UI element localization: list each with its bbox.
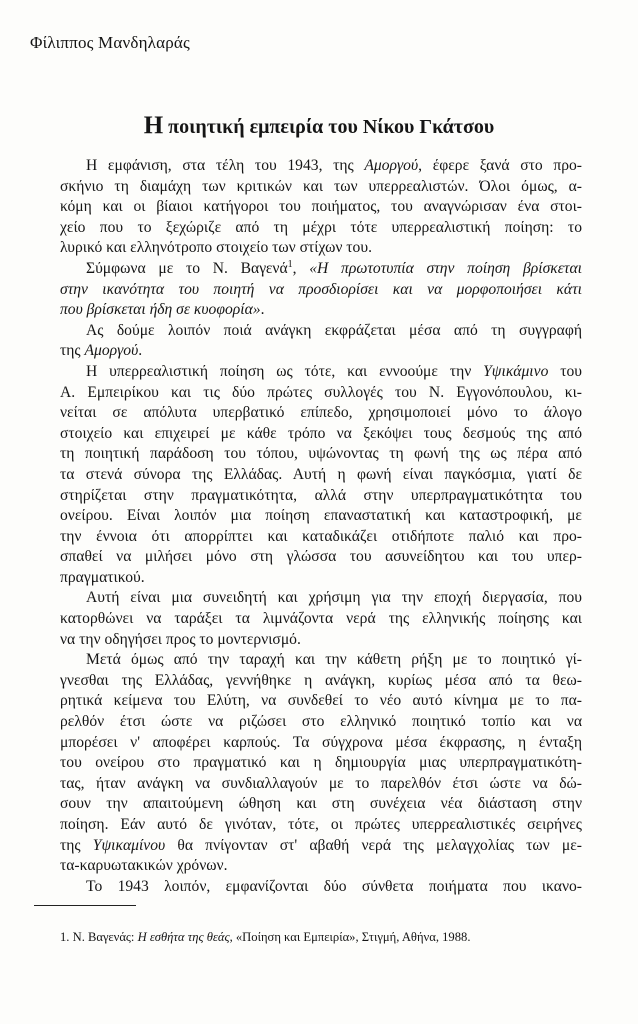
text-line [60, 547, 582, 568]
italic-text: στην ικανότητα του ποιητή να προσδιορίσει και να μορφοποιήσει κάτι [60, 280, 582, 298]
text-line [60, 671, 582, 692]
text-line [60, 588, 582, 609]
text-run: Η υπερρεαλιστική ποίηση ως τότε, και εννοούμε την [86, 362, 484, 380]
text-line [60, 444, 582, 465]
text-line [60, 383, 582, 404]
text-line [60, 156, 582, 177]
text-run: τα-καρυωτακικών χρόνων. [60, 857, 228, 875]
body-text [60, 156, 582, 897]
text-run: τας, ήταν ανάγκη να συνδιαλλαγούν με το παρελθόν έτσι ώστε να δώ- [60, 774, 582, 792]
text-run: . [260, 301, 265, 319]
text-run: σκήνιο τη διαμάχη των κριτικών και των υπερρεαλιστών. Όλοι όμως, α- [60, 177, 582, 195]
text-run: του [548, 362, 583, 380]
text-run: πραγματικού. [60, 568, 145, 586]
italic-text: «Η πρωτοτυπία στην ποίηση βρίσκεται [309, 259, 582, 277]
text-line [60, 650, 582, 671]
text-line [60, 424, 582, 445]
text-line [60, 774, 582, 795]
text-line [60, 733, 582, 754]
text-line [60, 527, 582, 548]
text-run: χείο που το ξεχώριζε από τη μέχρι τότε υπερρεαλιστική ποίηση: το [60, 218, 582, 236]
text-line [60, 691, 582, 712]
text-line [60, 403, 582, 424]
text-run: , [292, 259, 310, 277]
text-run: της [60, 836, 93, 854]
text-run: Το 1943 λοιπόν, εμφανίζονται δύο σύνθετα ποιήματα που ικανο- [86, 877, 582, 895]
text-line [60, 321, 582, 342]
text-line [60, 630, 582, 651]
text-line [60, 177, 582, 198]
text-line [60, 794, 582, 815]
text-run: , έφερε ξανά στο προ- [418, 157, 582, 174]
text-run: θα πνίγονταν στ' αβαθή νερά της μελαγχολίας των με- [165, 836, 582, 854]
text-line [60, 609, 582, 630]
text-line [60, 877, 582, 898]
text-run: να την οδηγήσει προς το μοντερνισμό. [60, 630, 301, 648]
text-run: νείται σε απόλυτα υπερβατικό επίπεδο, χρησιμοποιεί μόνο το άλογο [60, 404, 582, 422]
footnote [60, 930, 470, 945]
text-run: κατορθώνει να ταράξει τα λιμνάζοντα νερά της ελληνικής ποίησης και [60, 610, 582, 628]
text-run: τη ποιητική παράδοση του τόπου, υψώνοντας τη φωνή της ως πέρα από [60, 445, 582, 463]
text-run: γνεσθαι της Ελλάδας, γεννήθηκε η ανάγκη, κυρίως μέσα από τα θεω- [60, 671, 582, 689]
text-line [60, 506, 582, 527]
paragraph [60, 588, 582, 650]
footnote-separator [34, 905, 136, 906]
text-line [60, 362, 582, 383]
text-line [60, 341, 582, 362]
text-line [60, 280, 582, 301]
text-line [60, 465, 582, 486]
text-run: Αυτή είναι μια συνειδητή και χρήσιμη για την εποχή διεργασία, που [86, 589, 582, 607]
footnote-author: Ν. Βαγενάς: [72, 930, 135, 944]
paragraph [60, 362, 582, 589]
text-line [60, 753, 582, 774]
text-line [60, 218, 582, 239]
text-run: στηρίζεται στην πραγματικότητα, αλλά στην υπερπραγματικότητα του [60, 486, 582, 504]
footnote-number: 1. [60, 930, 70, 944]
text-run: Α. Εμπειρίκου και τις δύο πρώτες συλλογές του Ν. Εγγονόπουλου, κι- [60, 383, 582, 401]
footnote-details: , «Ποίηση και Εμπειρία», Στιγμή, Αθήνα, 1988. [229, 930, 471, 944]
text-run: ρελθόν έτσι ώστε να ριζώσει στο ελληνικό ποιητικό τοπίο και να [60, 713, 582, 731]
text-run: ονείρου. Είναι λοιπόν μια ποίηση επαναστατική και καταστροφική, με [60, 507, 582, 525]
text-line [60, 815, 582, 836]
italic-text: Υψικαμίνου [92, 836, 166, 854]
paragraph [60, 156, 582, 259]
text-run: . [138, 342, 143, 360]
text-run: σουν την απαιτούμενη ώθηση και στη συνέχεια νέα διάσταση στην [60, 795, 582, 813]
paragraph [60, 650, 582, 877]
text-run: Μετά όμως από την ταραχή και την κάθετη ρήξη με το ποιητικό γί- [86, 651, 582, 669]
text-run: τα στενά σύνορα της Ελλάδας. Αυτή η φωνή είναι παγκόσμια, γιατί δε [60, 465, 582, 483]
footnote-ref: 1 [287, 258, 293, 270]
text-line [60, 486, 582, 507]
text-run: κόμη και οι βίαιοι κατήγοροι του ποιήματος, του αναγνώρισαν ένα στοι- [60, 198, 582, 216]
italic-text: Αμοργού [364, 157, 419, 174]
text-run: λυρικό και ελληνότροπο στοιχείο των στίχων του. [60, 239, 372, 257]
text-line [60, 836, 582, 857]
text-line [60, 300, 582, 321]
text-line [60, 712, 582, 733]
text-run: σπαθεί να μιλήσει μόνο στη γλώσσα του ασυνείδητου και του υπερ- [60, 548, 582, 566]
title-text: ποιητική εμπειρία του Νίκου Γκάτσου [163, 116, 495, 138]
text-line [60, 238, 582, 259]
footnote-work: Η εσθήτα της θεάς [137, 930, 230, 944]
italic-text: που βρίσκεται ήδη σε κυοφορία» [60, 301, 261, 319]
paragraph [60, 877, 582, 898]
title-initial: Η [143, 112, 164, 139]
text-line [60, 259, 582, 280]
text-run: την έννοια ότι απορρίπτει και καταδικάζει οτιδήποτε παλιό και προ- [60, 527, 582, 545]
paragraph [60, 259, 582, 321]
article-title [0, 112, 638, 140]
text-run: ποίηση. Εάν αυτό δε γινόταν, τότε, οι πρώτες υπερρεαλιστικές σειρήνες [60, 816, 582, 833]
text-run: Σύμφωνα με το Ν. Βαγενά [86, 259, 288, 277]
text-run: του ονείρου στο πραγματικό και η δημιουργία μιας υπερπραγματικότη- [60, 754, 582, 772]
text-run: μπορέσει ν' αποφέρει καρπούς. Τα σύγχρονα μέσα έκφρασης, η ένταξη [60, 733, 582, 751]
italic-text: Αμοργού [84, 342, 139, 360]
running-head-author: Φίλιππος Μανδηλαράς [30, 33, 190, 52]
text-run: ρητικά κείμενα του Ελύτη, να συνδεθεί το νέο αυτό κίνημα με το πα- [60, 692, 582, 710]
italic-text: Υψικάμινο [483, 362, 549, 380]
text-line [60, 856, 582, 877]
text-run: στοιχείο και επιχειρεί με κάθε τρόπο να ξεκόψει τους δεσμούς της από [60, 424, 582, 442]
text-run: Η εμφάνιση, στα τέλη του 1943, της [86, 157, 365, 174]
paragraph [60, 321, 582, 362]
text-line [60, 568, 582, 589]
text-line [60, 197, 582, 218]
text-run: Ας δούμε λοιπόν ποιά ανάγκη εκφράζεται μέσα από τη συγγραφή [86, 321, 582, 339]
text-run: της [60, 342, 85, 360]
